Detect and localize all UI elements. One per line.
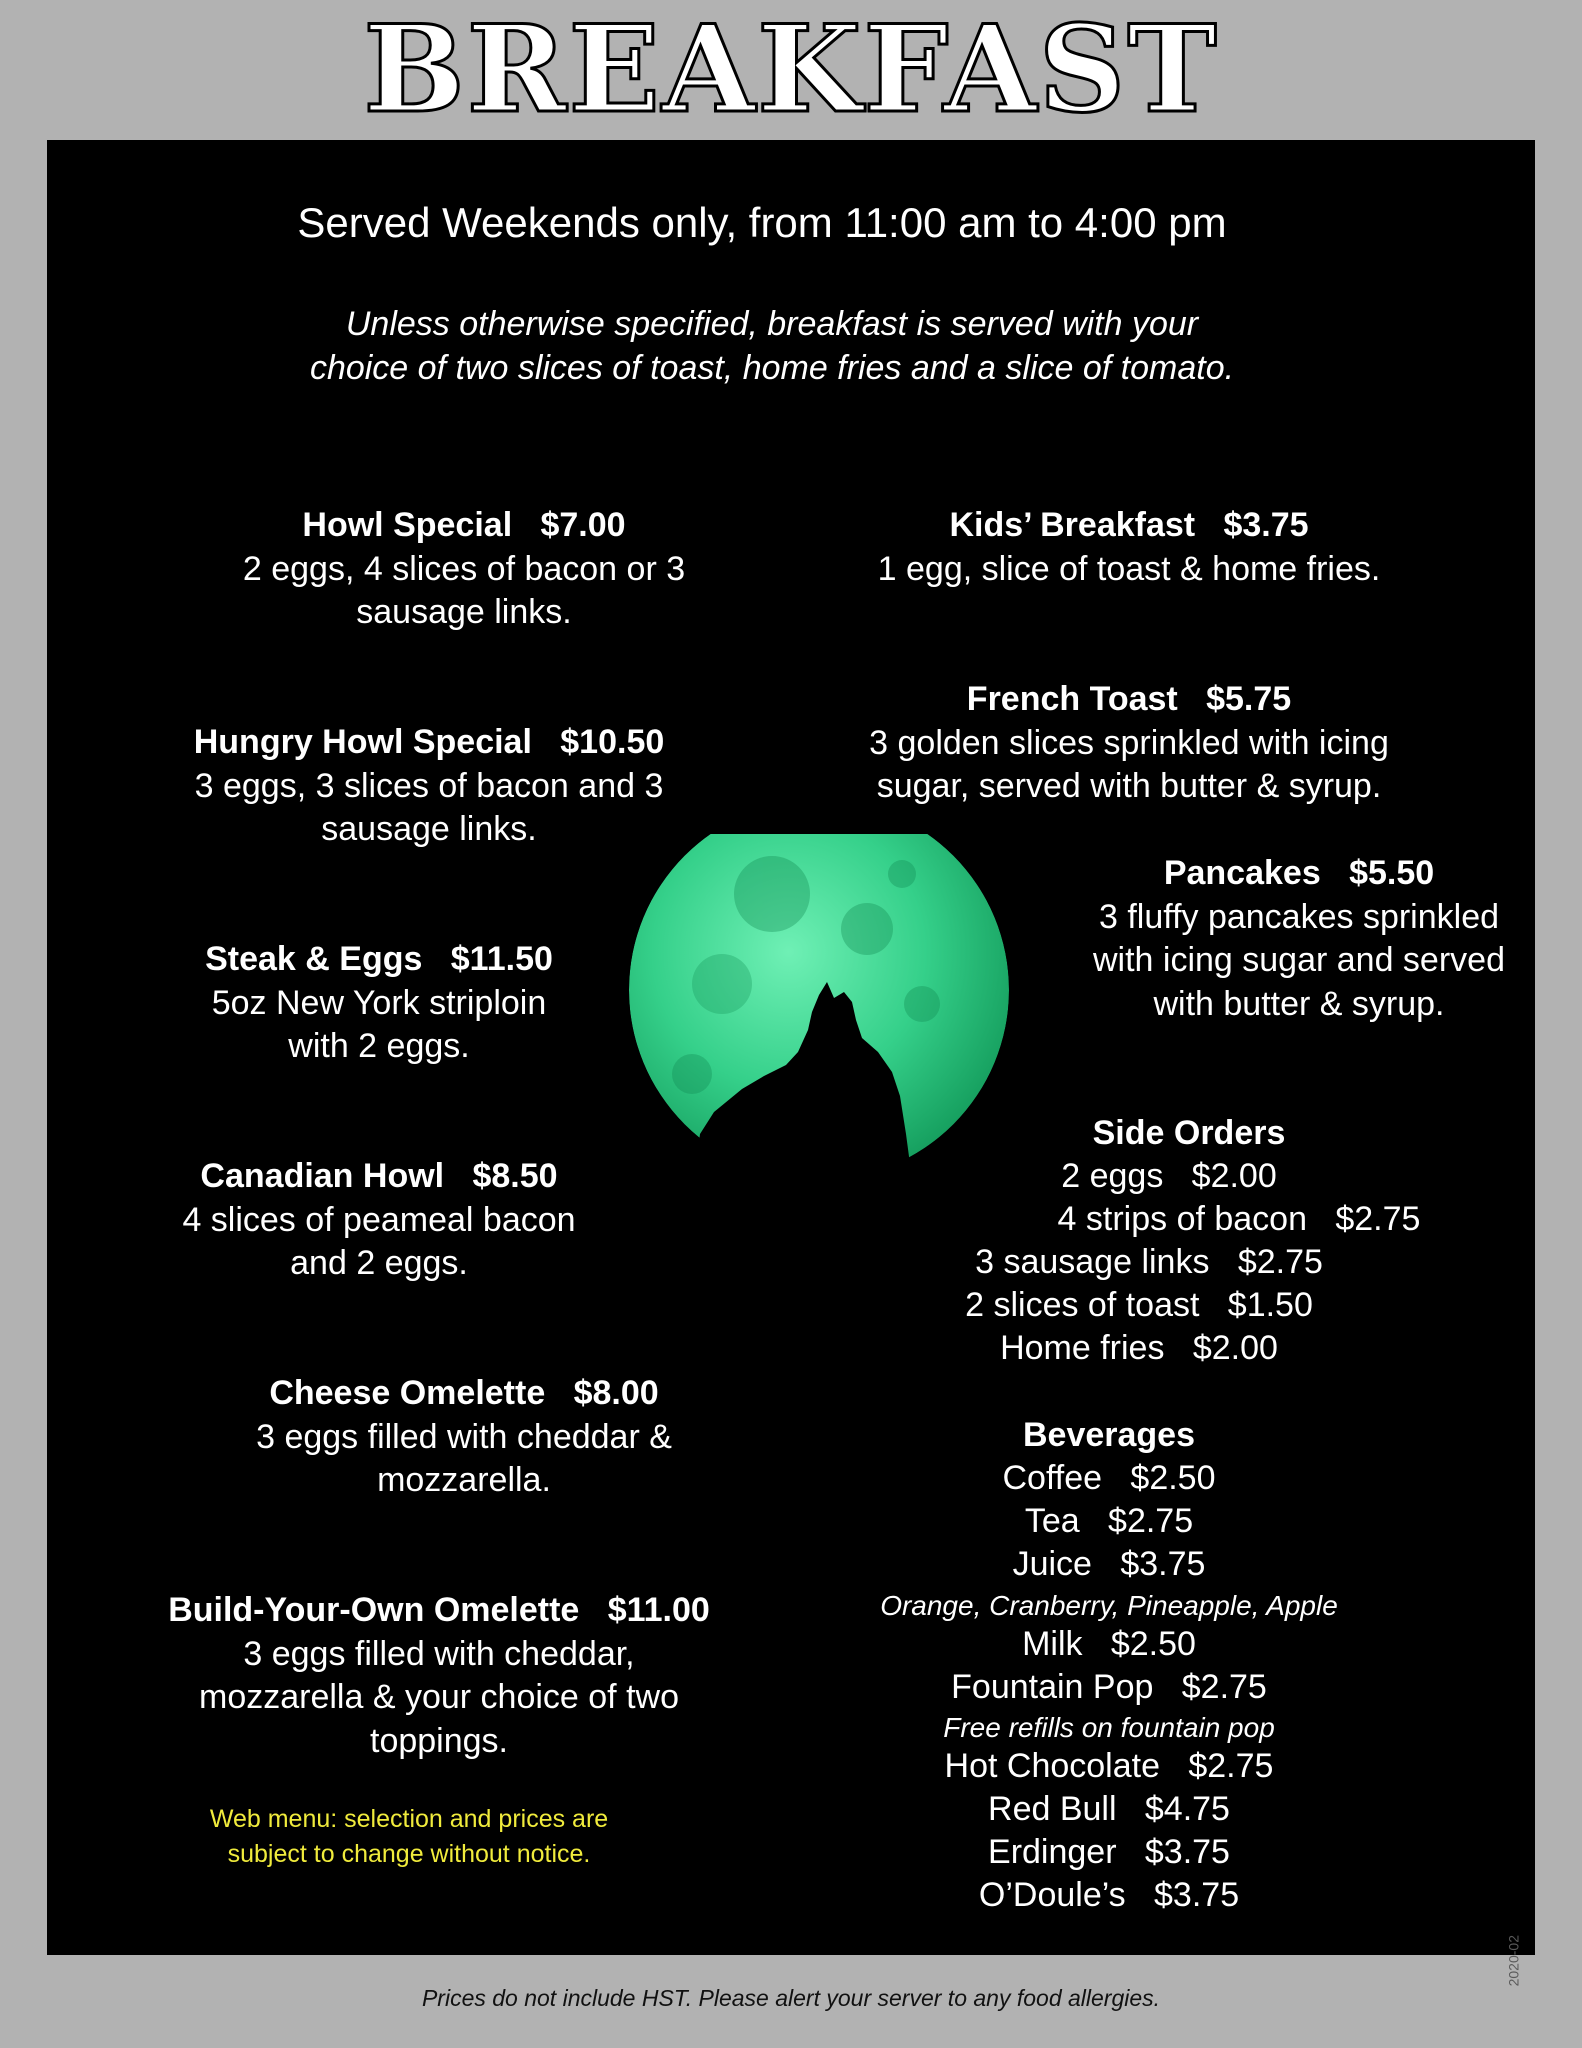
beverage-erdinger bbox=[889, 1831, 1329, 1875]
list-item: Coffee $2.50 bbox=[1002, 1459, 1216, 1497]
item-description: 4 slices of peameal bacon and 2 eggs. bbox=[182, 1200, 576, 1282]
item-name: Cheese Omelette $8.00 bbox=[269, 1374, 659, 1412]
list-item: 4 strips of bacon $2.75 bbox=[1057, 1200, 1421, 1238]
menu-item-kids-breakfast bbox=[839, 504, 1419, 591]
list-item: 2 slices of toast $1.50 bbox=[965, 1286, 1313, 1324]
item-name: Beverages bbox=[1022, 1416, 1195, 1454]
item-name: Pancakes $5.50 bbox=[1163, 854, 1435, 892]
item-description: 3 eggs filled with cheddar, mozzarella & your choice of two toppings. bbox=[199, 1634, 679, 1760]
beverages-heading bbox=[889, 1414, 1329, 1458]
list-item: Milk $2.50 bbox=[1022, 1625, 1196, 1663]
intro-note bbox=[47, 302, 1497, 390]
menu-item-steak-eggs bbox=[99, 938, 659, 1069]
juice-flavours-note bbox=[839, 1588, 1379, 1624]
list-item: Fountain Pop $2.75 bbox=[951, 1668, 1267, 1706]
item-name: Howl Special $7.00 bbox=[302, 506, 626, 544]
side-order-home-fries bbox=[919, 1327, 1359, 1371]
menu-item-pancakes bbox=[1019, 852, 1579, 1026]
beverage-hot-chocolate bbox=[889, 1745, 1329, 1789]
fountain-pop-note bbox=[839, 1710, 1379, 1746]
beverage-tea bbox=[889, 1500, 1329, 1544]
item-name: Steak & Eggs $11.50 bbox=[205, 940, 553, 978]
list-item: Erdinger $3.75 bbox=[988, 1833, 1230, 1871]
item-description: 5oz New York striploin with 2 eggs. bbox=[211, 983, 547, 1065]
item-note: Orange, Cranberry, Pineapple, Apple bbox=[880, 1590, 1338, 1621]
list-item: Home fries $2.00 bbox=[1000, 1329, 1278, 1367]
item-name: Build-Your-Own Omelette $11.00 bbox=[168, 1591, 710, 1629]
menu-item-hungry-howl-special bbox=[99, 721, 759, 852]
list-item: 2 eggs $2.00 bbox=[1061, 1157, 1277, 1195]
beverage-juice bbox=[889, 1543, 1329, 1587]
version-stamp: 2020-02 bbox=[1505, 1935, 1521, 1987]
allergy-footer: Prices do not include HST. Please alert your server to any food allergies. bbox=[421, 1985, 1161, 2011]
beverage-red-bull bbox=[889, 1788, 1329, 1832]
menu-item-build-your-own-omelette bbox=[89, 1589, 789, 1763]
list-item: Tea $2.75 bbox=[1024, 1502, 1194, 1540]
side-orders-section bbox=[919, 1112, 1459, 1156]
side-order-sausage bbox=[929, 1241, 1369, 1285]
item-name: Kids’ Breakfast $3.75 bbox=[949, 506, 1309, 544]
item-description: 1 egg, slice of toast & home fries. bbox=[877, 549, 1381, 588]
side-order-toast bbox=[909, 1284, 1369, 1328]
item-description: 3 eggs, 3 slices of bacon and 3 sausage links. bbox=[194, 766, 664, 848]
item-name: Canadian Howl $8.50 bbox=[200, 1157, 558, 1195]
beverage-milk bbox=[889, 1623, 1329, 1667]
item-note: Free refills on fountain pop bbox=[943, 1712, 1275, 1743]
menu-item-howl-special bbox=[139, 504, 789, 635]
item-name: French Toast $5.75 bbox=[966, 680, 1292, 718]
menu-item-canadian-howl bbox=[99, 1155, 659, 1286]
item-description: 3 fluffy pancakes sprinkled with icing sugar and served with butter & syrup. bbox=[1092, 897, 1505, 1023]
side-orders-heading: Side Orders bbox=[1092, 1114, 1286, 1152]
side-order-bacon bbox=[989, 1198, 1489, 1242]
side-order-eggs bbox=[949, 1155, 1389, 1199]
served-hours: Served Weekends only, from 11:00 am to 4:00 pm bbox=[297, 199, 1227, 246]
list-item: Red Bull $4.75 bbox=[988, 1790, 1230, 1828]
page-title: BREAKFAST bbox=[363, 0, 1219, 140]
menu-item-cheese-omelette bbox=[139, 1372, 789, 1503]
intro-note-line-2: choice of two slices of toast, home fries and a slice of tomato. bbox=[309, 349, 1235, 387]
web-menu-note: Web menu: selection and prices are subject to change without notice. bbox=[209, 1805, 609, 1868]
beverage-coffee bbox=[889, 1457, 1329, 1501]
beverage-fountain-pop bbox=[889, 1666, 1329, 1710]
item-description: 3 golden slices sprinkled with icing sugar, served with butter & syrup. bbox=[869, 723, 1389, 805]
intro-note-line-1: Unless otherwise specified, breakfast is served with your bbox=[345, 305, 1199, 343]
item-description: 2 eggs, 4 slices of bacon or 3 sausage links. bbox=[242, 549, 686, 631]
beverage-odoules bbox=[889, 1874, 1329, 1918]
menu-item-french-toast bbox=[839, 678, 1419, 809]
list-item: 3 sausage links $2.75 bbox=[975, 1243, 1323, 1281]
item-description: 3 eggs filled with cheddar & mozzarella. bbox=[256, 1417, 672, 1499]
list-item: Juice $3.75 bbox=[1012, 1545, 1206, 1583]
list-item: O’Doule’s $3.75 bbox=[978, 1876, 1240, 1914]
list-item: Hot Chocolate $2.75 bbox=[944, 1747, 1274, 1785]
item-name: Hungry Howl Special $10.50 bbox=[193, 723, 665, 761]
menu-panel bbox=[47, 140, 1535, 1987]
